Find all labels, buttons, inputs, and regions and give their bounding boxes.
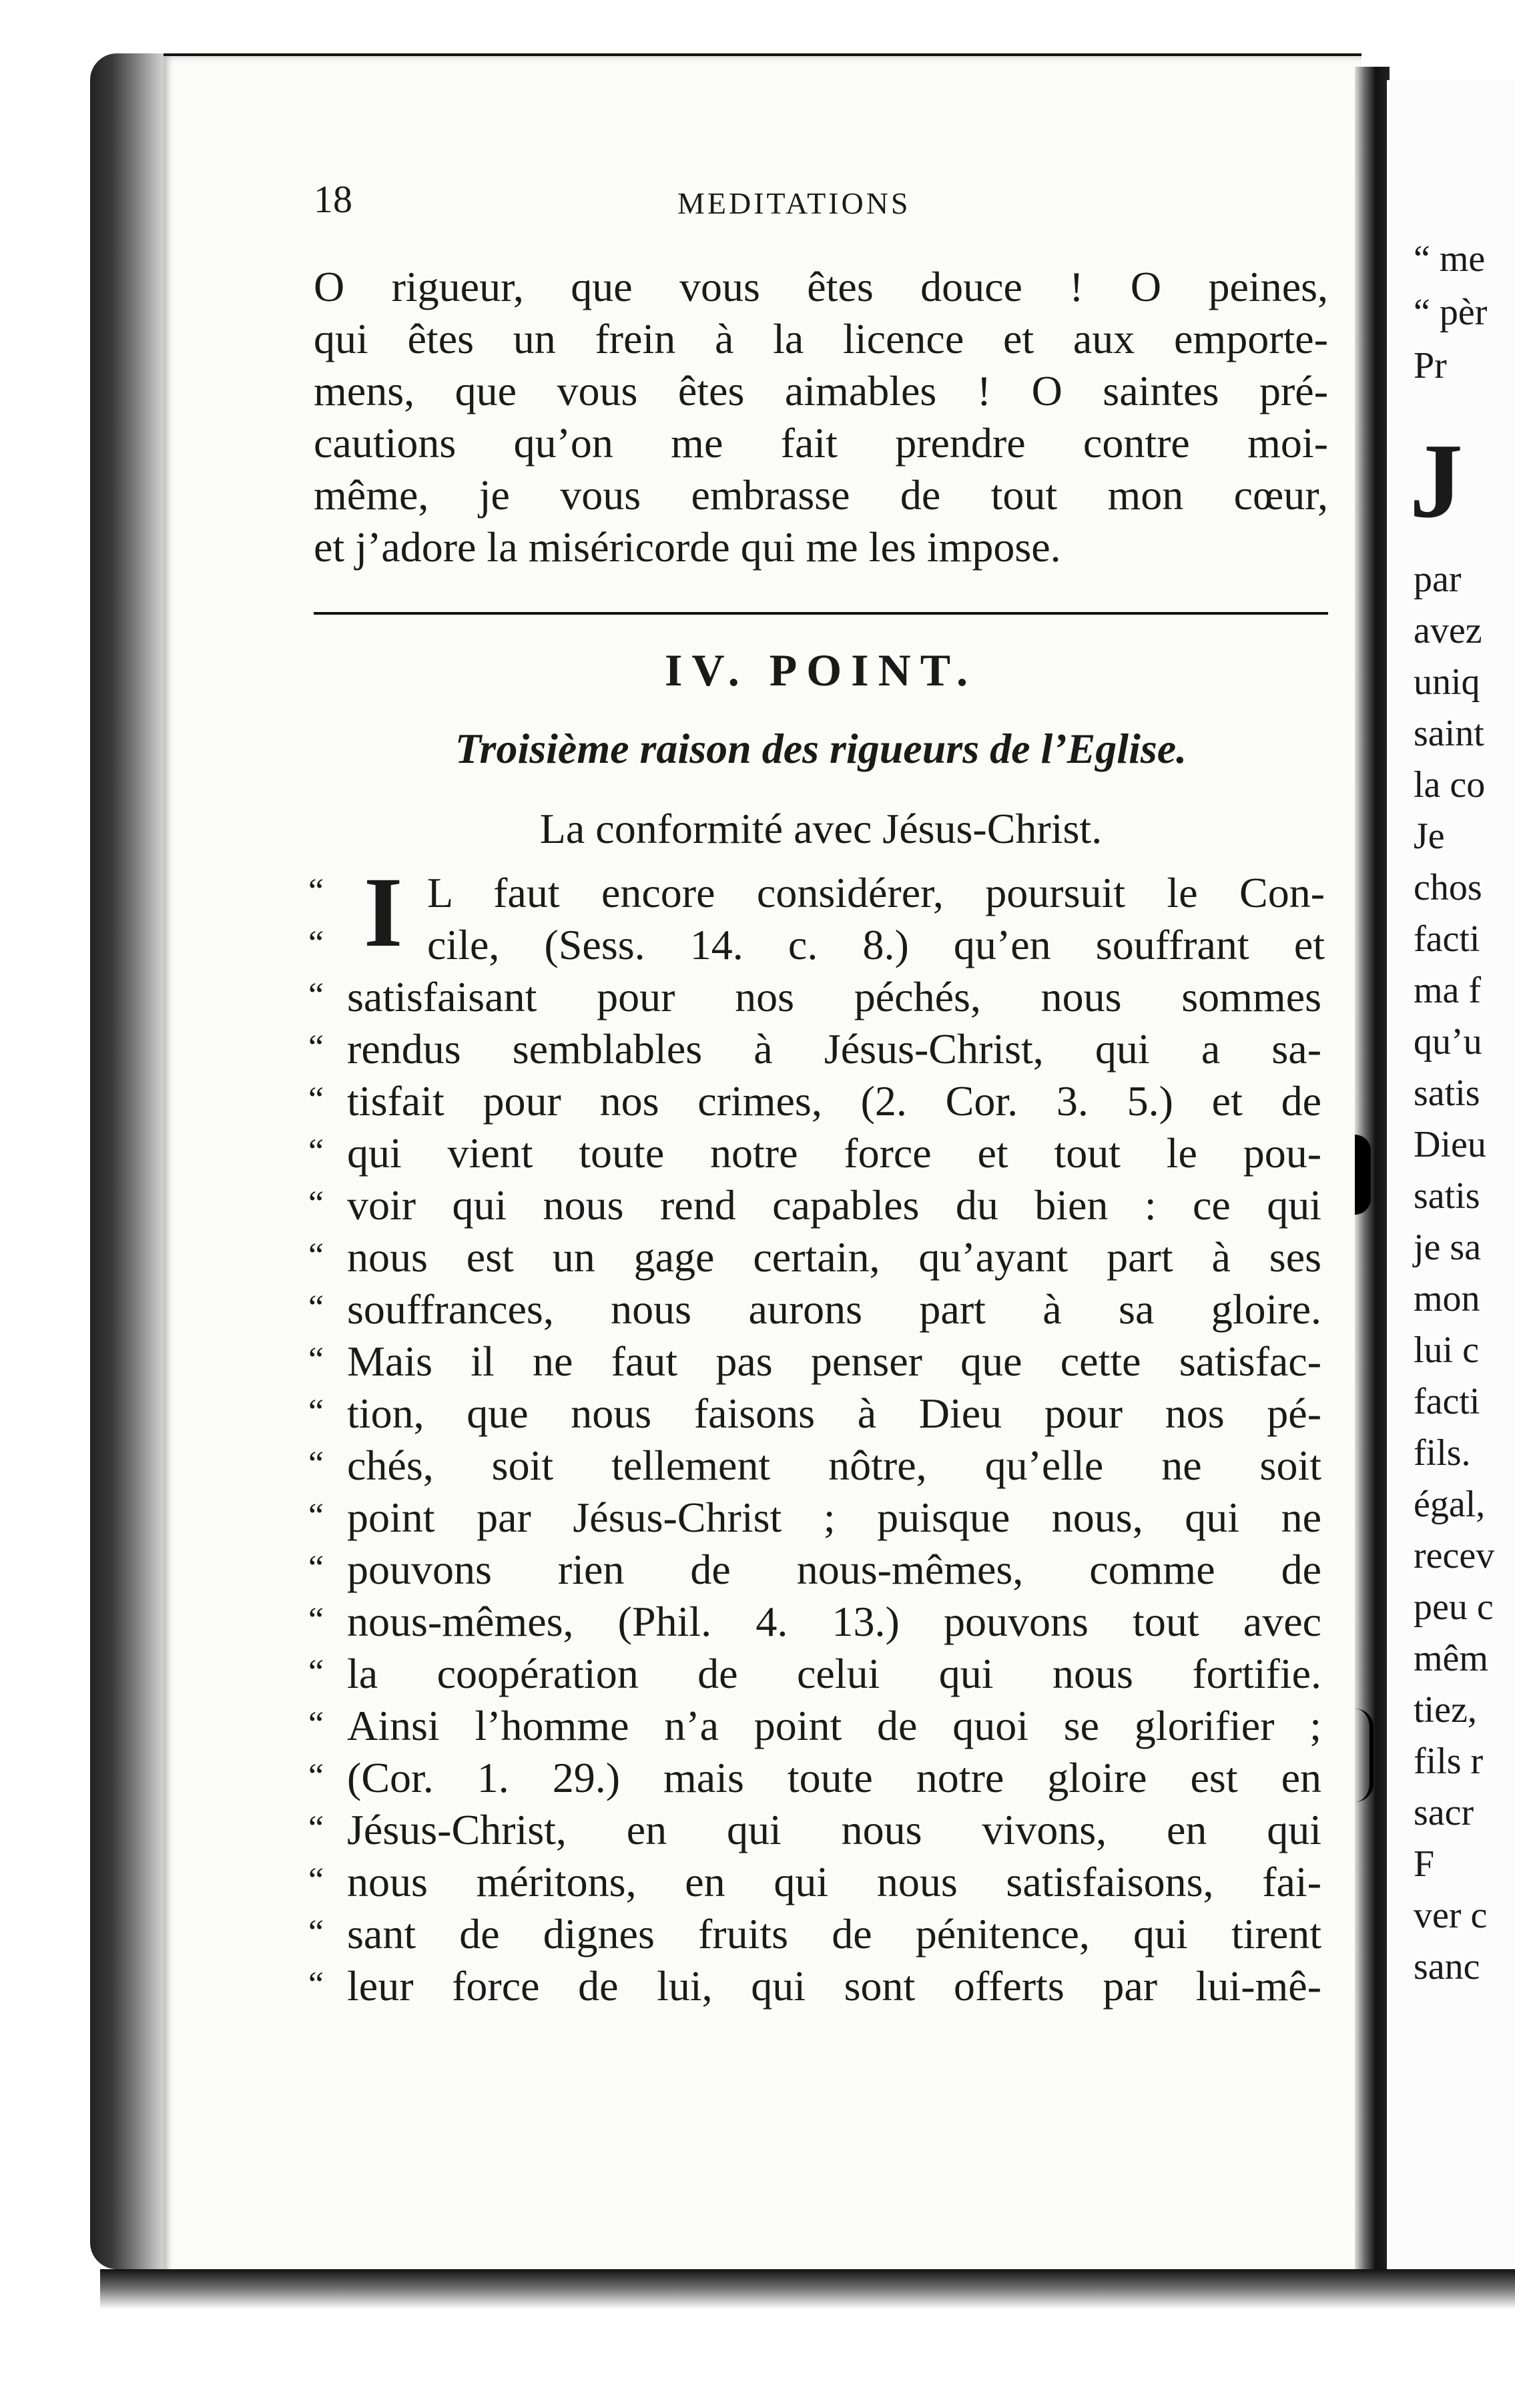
facing-line: fils r [1414, 1741, 1484, 1782]
facing-line: peu c [1414, 1586, 1494, 1628]
facing-line: “ me [1414, 238, 1486, 280]
facing-line: satis [1414, 1073, 1480, 1114]
section-subtitle: Troisième raison des rigueurs de l’Eglise. [454, 725, 1187, 772]
facing-line: Pr [1414, 345, 1447, 386]
quotation-line: L faut encore considérer, poursuit le Con- [427, 869, 1325, 916]
page-edge-mark [1355, 1709, 1374, 1802]
quotation-line: cile, (Sess. 14. c. 8.) qu’en souffrant et [427, 921, 1325, 968]
quote-mark: “ [308, 1601, 324, 1639]
quote-mark: “ [308, 1133, 324, 1171]
facing-line: facti [1414, 1381, 1480, 1422]
quote-mark: “ [308, 1289, 324, 1327]
facing-line: facti [1414, 918, 1480, 960]
facing-line: uniq [1414, 661, 1480, 703]
facing-line: je sa [1414, 1227, 1482, 1268]
facing-line: ver c [1414, 1895, 1488, 1936]
paragraph-line: O rigueur, que vous êtes douce ! O peines, [314, 263, 1328, 310]
quotation-line: nous méritons, en qui nous satisfaisons, fai- [347, 1858, 1321, 1905]
quote-mark: “ [308, 924, 324, 962]
quotation-line: tion, que nous faisons à Dieu pour nos pé- [347, 1390, 1321, 1437]
quote-mark: “ [308, 1913, 324, 1951]
quote-mark: “ [308, 1966, 324, 2004]
facing-line: mon [1414, 1278, 1480, 1319]
paragraph-line: et j’adore la miséricorde qui me les impose. [314, 523, 1061, 571]
quote-mark: “ [308, 1081, 324, 1119]
quotation-line: pouvons rien de nous-mêmes, comme de [347, 1546, 1321, 1593]
facing-line: Dieu [1414, 1124, 1486, 1165]
quotation-line: voir qui nous rend capables du bien : ce qui [347, 1181, 1321, 1229]
facing-line: ma f [1414, 970, 1482, 1011]
page-bottom-shadow [100, 2269, 1515, 2309]
facing-line: avez [1414, 610, 1482, 651]
quotation-line: nous est un gage certain, qu’ayant part à ses [347, 1233, 1321, 1281]
facing-line: égal, [1414, 1484, 1486, 1525]
facing-line: la co [1414, 764, 1486, 806]
running-head: MEDITATIONS [677, 186, 911, 220]
quote-mark: “ [308, 1445, 324, 1483]
facing-line: sacr [1414, 1792, 1474, 1833]
quote-mark: “ [308, 872, 324, 910]
facing-line: sanc [1414, 1946, 1480, 1988]
section-rule [314, 612, 1328, 615]
quote-mark: “ [308, 1497, 324, 1535]
facing-line: fils. [1414, 1432, 1471, 1474]
facing-line: “ pèr [1414, 292, 1488, 333]
paragraph-line: mens, que vous êtes aimables ! O saintes pré- [314, 367, 1328, 414]
page-number: 18 [314, 178, 352, 221]
facing-line: Je [1414, 816, 1445, 857]
quote-mark: “ [308, 1237, 324, 1275]
quotation-line: qui vient toute notre force et tout le pou- [347, 1129, 1321, 1177]
quotation-line: nous-mêmes, (Phil. 4. 13.) pouvons tout avec [347, 1598, 1321, 1645]
quote-mark: “ [308, 1185, 324, 1223]
facing-line: satis [1414, 1175, 1480, 1217]
quotation-line: satisfaisant pour nos péchés, nous sommes [347, 973, 1321, 1020]
facing-line: par [1414, 559, 1462, 600]
facing-line: F [1414, 1843, 1435, 1885]
quote-mark: “ [308, 1341, 324, 1379]
quote-mark: “ [308, 1549, 324, 1587]
quote-mark: “ [308, 1809, 324, 1847]
section-heading: IV. POINT. [664, 645, 978, 695]
quotation-line: tisfait pour nos crimes, (2. Cor. 3. 5.) et de [347, 1077, 1321, 1125]
facing-line: saint [1414, 713, 1484, 754]
facing-line: chos [1414, 867, 1482, 908]
quote-mark: “ [308, 976, 324, 1014]
quotation-line: leur force de lui, qui sont offerts par lui-mê- [347, 1962, 1321, 2010]
quotation-line: la coopération de celui qui nous fortifie. [347, 1650, 1321, 1697]
quote-mark: “ [308, 1028, 324, 1067]
quotation-line: sant de dignes fruits de pénitence, qui tirent [347, 1910, 1321, 1958]
facing-line: mêm [1414, 1638, 1488, 1679]
facing-line: recev [1414, 1535, 1495, 1576]
quote-mark: “ [308, 1393, 324, 1431]
facing-drop-cap: J [1410, 421, 1463, 540]
quotation-line: souffrances, nous aurons part à sa gloire. [347, 1285, 1321, 1333]
facing-line: lui c [1414, 1329, 1479, 1371]
quotation-line: point par Jésus-Christ ; puisque nous, qui ne [347, 1494, 1321, 1541]
facing-line: qu’u [1414, 1021, 1482, 1063]
quotation-line: chés, soit tellement nôtre, qu’elle ne soit [347, 1442, 1321, 1489]
facing-line: tiez, [1414, 1689, 1477, 1731]
quotation-line: Jésus-Christ, en qui nous vivons, en qui [347, 1806, 1321, 1853]
paragraph-line: qui êtes un frein à la licence et aux emporte- [314, 315, 1328, 362]
quotation-line: Mais il ne faut pas penser que cette satisfac- [347, 1337, 1321, 1385]
section-sub-subtitle: La conformité avec Jésus-Christ. [539, 805, 1103, 852]
quote-mark: “ [308, 1653, 324, 1691]
paragraph-line: cautions qu’on me fait prendre contre moi- [314, 419, 1328, 467]
quotation-line: rendus semblables à Jésus-Christ, qui a sa- [347, 1025, 1321, 1073]
paragraph-line: même, je vous embrasse de tout mon cœur, [314, 471, 1328, 519]
quotation-line: Ainsi l’homme n’a point de quoi se glorifier ; [347, 1702, 1321, 1749]
quotation-line: (Cor. 1. 29.) mais toute notre gloire est en [347, 1754, 1321, 1801]
page-edge-mark [1355, 1135, 1371, 1215]
drop-cap: I [364, 857, 403, 968]
quote-mark: “ [308, 1861, 324, 1899]
quote-mark: “ [308, 1757, 324, 1795]
quote-mark: “ [308, 1705, 324, 1743]
